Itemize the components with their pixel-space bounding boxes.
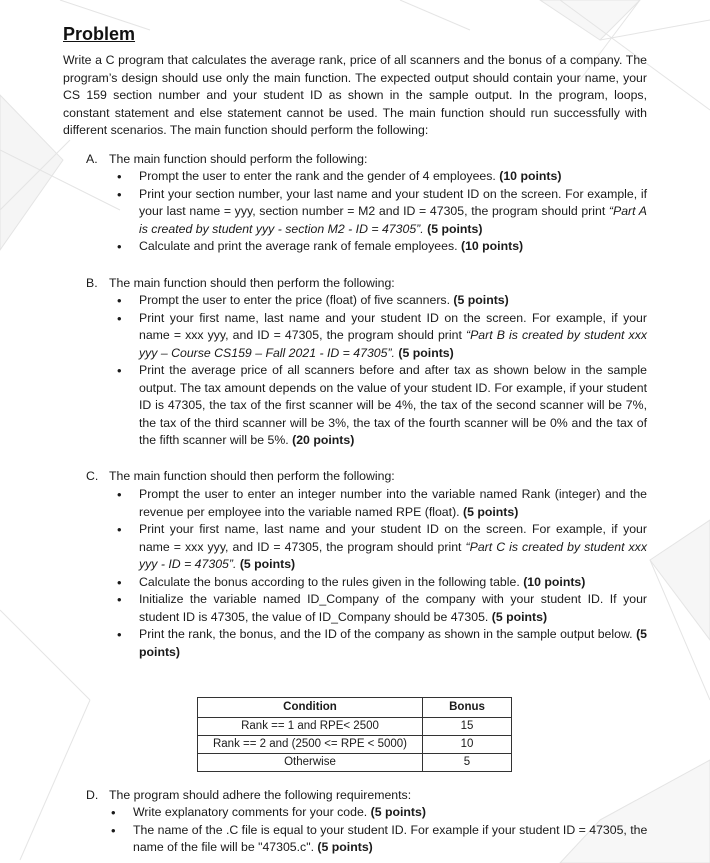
header-bonus: Bonus xyxy=(423,698,512,718)
section-b-letter: B. xyxy=(86,276,98,290)
list-item xyxy=(109,804,649,822)
list-item xyxy=(115,574,647,592)
points-label: (5 points) xyxy=(453,293,509,307)
section-c-title: The main function should then perform the following: xyxy=(109,469,395,483)
header-condition: Condition xyxy=(198,698,423,718)
section-a-list xyxy=(115,168,647,256)
points-label: (5 points) xyxy=(427,221,483,236)
section-c-heading xyxy=(86,468,395,486)
item-text: Calculate the bonus according to the rules given in the following table. xyxy=(139,574,520,589)
section-a-heading xyxy=(86,151,367,169)
example-output: “Part A is created by student yyy - section M2 - ID = 47305”. xyxy=(139,204,647,236)
points-label: (5 points) xyxy=(491,609,548,624)
list-item xyxy=(115,238,647,256)
section-d-title: The program should adhere the following requirements: xyxy=(109,788,412,802)
points-label: (10 points) xyxy=(499,169,562,183)
points-label: (5 points) xyxy=(139,627,647,659)
section-a-title: The main function should perform the following: xyxy=(109,152,368,166)
example-output: “Part C is created by student xxx yyy - ID = 47305”. xyxy=(139,539,647,571)
bonus-table xyxy=(197,697,512,772)
condition-cell: Rank == 1 and RPE< 2500 xyxy=(198,718,423,736)
intro-paragraph: Write a C program that calculates the average rank, price of all scanners and the bonus of a company. The program’s design should use only the main function. The expected output should contain your name, your CS 159 section number and your student ID as shown in the sample output. In the program, loops, constant statement and else statement cannot be used. The main function should run successfully with different scenarios. The main function should perform the following: xyxy=(63,53,647,137)
list-item xyxy=(115,362,647,450)
bonus-cell: 10 xyxy=(423,736,512,754)
item-text: Prompt the user to enter an integer number into the variable named Rank (integer) and the revenue per employee into the variable named RPE (float). xyxy=(139,487,647,519)
list-item xyxy=(115,591,647,626)
bonus-cell: 5 xyxy=(423,754,512,772)
section-a-letter: A. xyxy=(86,152,98,166)
section-d-letter: D. xyxy=(86,788,99,802)
item-text: Prompt the user to enter the rank and the gender of 4 employees. xyxy=(139,169,496,183)
list-item xyxy=(109,822,649,857)
item-text: Print your first name, last name and your student ID on the screen. For example, if your name = xxx yyy, and ID = 47305, the program should print xyxy=(139,310,647,342)
item-text: Print the average price of all scanners before and after tax as shown below in the sample output. The tax amount depends on the value of your student ID. For example, if your student ID is 47305, the tax of the first scanner will be 4%, the tax of the second scanner will be 7%, the tax of the third scanner will be 3%, the tax of the fourth scanner will be 0% and the tax of the fifth scanner will be 5%. xyxy=(139,363,647,447)
list-item xyxy=(115,168,647,186)
table-row xyxy=(198,754,512,772)
points-label: (5 points) xyxy=(239,557,296,571)
section-d-list xyxy=(109,804,649,857)
section-d-heading xyxy=(86,787,411,805)
item-text: Calculate and print the average rank of female employees. xyxy=(139,239,458,253)
list-item xyxy=(115,486,647,521)
page-title: Problem xyxy=(63,24,136,44)
item-text: Prompt the user to enter the price (float) of five scanners. xyxy=(139,293,450,307)
item-text: Print your section number, your last name and your student ID on the screen. For example, if your last name = yyy, section number = M2 and ID = 47305, the program should print xyxy=(139,186,647,218)
points-label: (5 points) xyxy=(463,504,519,519)
section-b-heading xyxy=(86,275,395,293)
points-label: (5 points) xyxy=(370,805,426,819)
table-row xyxy=(198,718,512,736)
condition-cell: Otherwise xyxy=(198,754,423,772)
list-item xyxy=(115,186,647,239)
points-label: (10 points) xyxy=(460,239,524,253)
points-label: (20 points) xyxy=(292,433,355,447)
table-header-row xyxy=(198,698,512,718)
list-item xyxy=(115,292,647,310)
section-b-list xyxy=(115,292,647,450)
points-label: (5 points) xyxy=(317,840,373,854)
section-c-letter: C. xyxy=(86,469,99,483)
section-b-title: The main function should then perform the following: xyxy=(109,276,395,290)
item-text: The name of the .C file is equal to your student ID. For example if your student ID = 47305, the name of the file will be "47305.c". xyxy=(133,822,648,854)
item-text: Initialize the variable named ID_Company of the company with your student ID. If your student ID is 47305, the value of ID_Company should be 47305. xyxy=(139,592,647,624)
points-label: (5 points) xyxy=(398,345,454,360)
table-row xyxy=(198,736,512,754)
item-text: Print the rank, the bonus, and the ID of the company as shown in the sample output below. xyxy=(139,627,633,641)
list-item xyxy=(115,626,647,661)
item-text: Print your first name, last name and your student ID on the screen. For example, if your name = xxx yyy, and ID = 47305, the program should print xyxy=(139,522,647,554)
section-c-list xyxy=(115,486,647,661)
example-output: “Part B is created by student xxx yyy – Course CS159 – Fall 2021 - ID = 47305”. xyxy=(139,328,647,360)
points-label: (10 points) xyxy=(523,574,586,589)
item-text: Write explanatory comments for your code. xyxy=(133,805,368,819)
list-item xyxy=(115,521,647,574)
list-item xyxy=(115,310,647,363)
condition-cell: Rank == 2 and (2500 <= RPE < 5000) xyxy=(198,736,423,754)
bonus-cell: 15 xyxy=(423,718,512,736)
